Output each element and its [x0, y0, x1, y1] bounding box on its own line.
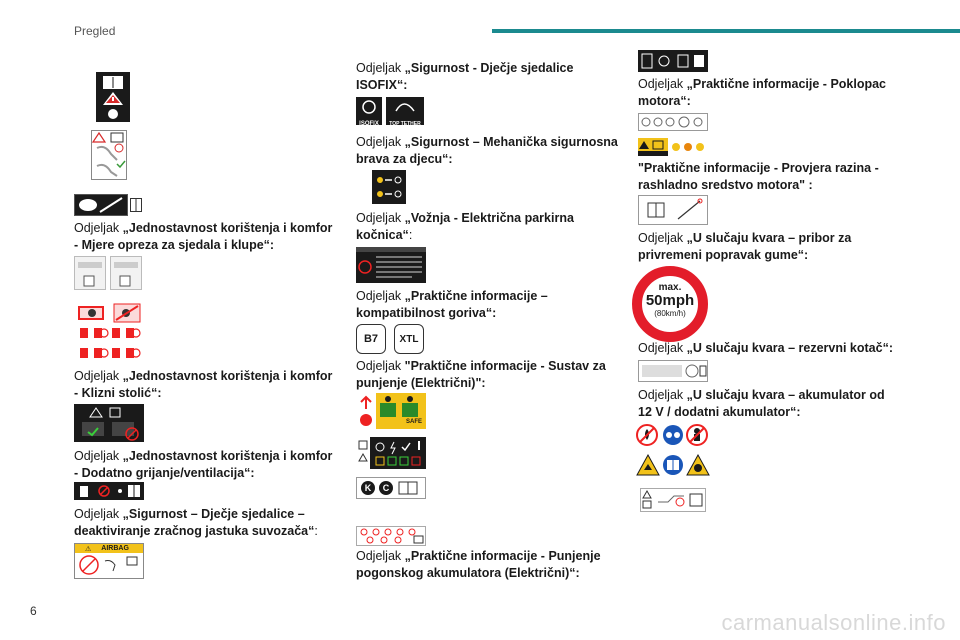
sliding-table-label-icon [74, 404, 144, 442]
caption-sliding-table: Odjeljak „Jednostavnost korištenja i komfor - Klizni stolić“: [74, 369, 333, 400]
battery-connection-label-icon [640, 488, 706, 512]
watermark: carmanualsonline.info [721, 610, 946, 635]
battery-no-flame-icon [636, 424, 658, 446]
child-seat-positions-label-icon [78, 326, 142, 362]
running-header: Pregled [74, 24, 116, 38]
fuel-xtl-badge [394, 324, 424, 354]
caption-coolant-check: "Praktične informacije - Provjera razina - rashladno sredstvo motora" : [638, 161, 879, 192]
caption-airbag-deactivation: Odjeljak „Sigurnost – Dječje sjedalice – deaktiviranje zračnog jastuka suvozača“: [74, 507, 318, 538]
page-number: 6 [30, 604, 37, 618]
k-badge: K [361, 481, 375, 495]
coolant-hazard-icon [638, 138, 708, 156]
acid-hazard-icon [636, 454, 660, 476]
safe-label: SAFE [406, 419, 423, 425]
caption-isofix: Odjeljak „Sigurnost - Dječje sjedalice ISOFIX“: [356, 61, 574, 92]
spare-wheel-label-icon [638, 360, 708, 382]
header-accent-bar [492, 29, 960, 33]
caption-additional-heating: Odjeljak „Jednostavnost korištenja i komfor - Dodatno grijanje/ventilacija“: [74, 449, 333, 480]
k-c-book-label [356, 477, 426, 499]
speed-mph-label: 50mph [645, 292, 695, 309]
rear-facing-child-seat-icon [75, 553, 143, 577]
caption-seat-precautions: Odjeljak „Jednostavnost korištenja i komfor - Mjere opreza za sjedala i klupe“: [74, 221, 333, 252]
isofix-label: ISOFIX [359, 121, 379, 127]
fuel-b7-label: B7 [363, 333, 379, 345]
read-manual-icon [662, 454, 684, 476]
seat-precaution-label-icon [91, 130, 127, 180]
tyre-repair-kit-label-icon [638, 195, 708, 225]
book-icon [130, 198, 142, 212]
book-icon [397, 481, 419, 495]
fuel-xtl-label: XTL [399, 333, 419, 345]
coolant-warning-label [638, 138, 708, 156]
speed-max-label: max. [658, 282, 682, 293]
top-tether-icon [386, 97, 424, 125]
caption-bonnet: Odjeljak „Praktične informacije - Poklopac motora“: [638, 77, 887, 108]
engine-hazards-label-icon [638, 113, 708, 131]
caption-battery: Odjeljak „U slučaju kvara – akumulator od 12 V / dodatni akumulator“: [638, 388, 885, 419]
isofix-icon [356, 97, 382, 125]
keep-children-away-icon [686, 424, 708, 446]
explosive-gas-icon [686, 454, 710, 476]
manual-warning-label-icon [96, 72, 130, 122]
top-tether-label: TOP TETHER [389, 121, 421, 127]
speed-kmh-label: (80km/h) [654, 309, 686, 318]
airbag-label: AIRBAG [101, 545, 129, 552]
airbag-warning-label: ⚠ AIRBAG [74, 543, 144, 579]
parking-brake-label-icon [356, 247, 426, 283]
heating-ventilation-label-icon [74, 482, 144, 500]
caption-fuel-compatibility: Odjeljak „Praktične informacije – kompatibilnost goriva“: [356, 289, 548, 320]
caption-tyre-repair: Odjeljak „U slučaju kvara – pribor za privremeni popravak gume“: [638, 231, 852, 262]
battery-charging-warning-label-icon [356, 526, 426, 546]
child-lock-label-icon [372, 170, 406, 204]
caption-battery-charging: Odjeljak „Praktične informacije - Punjenje pogonskog akumulatora (Električni)“: [356, 549, 601, 580]
caption-charging-system: Odjeljak "Praktične informacije - Sustav za punjenje (Električni)": [356, 359, 606, 390]
caption-child-lock: Odjeljak „Sigurnost – Mehanička sigurnosna brava za djecu“: [356, 135, 618, 166]
c-badge: C [379, 481, 393, 495]
seat-belt-warning-label-icon [78, 302, 142, 324]
caption-spare-wheel: Odjeljak „U slučaju kvara – rezervni kotač“: [638, 341, 893, 355]
eye-protection-icon [662, 424, 684, 446]
speed-limit-sign [632, 266, 708, 342]
bench-seats-label-icon [74, 256, 142, 290]
fuel-b7-badge [356, 324, 386, 354]
seat-tilt-label-icon [74, 194, 128, 216]
caption-parking-brake: Odjeljak „Vožnja - Električna parkirna kočnica“: [356, 211, 574, 242]
charging-status-label-icon [356, 437, 426, 469]
bonnet-label-icon [638, 50, 708, 72]
charging-safety-label [356, 393, 426, 429]
